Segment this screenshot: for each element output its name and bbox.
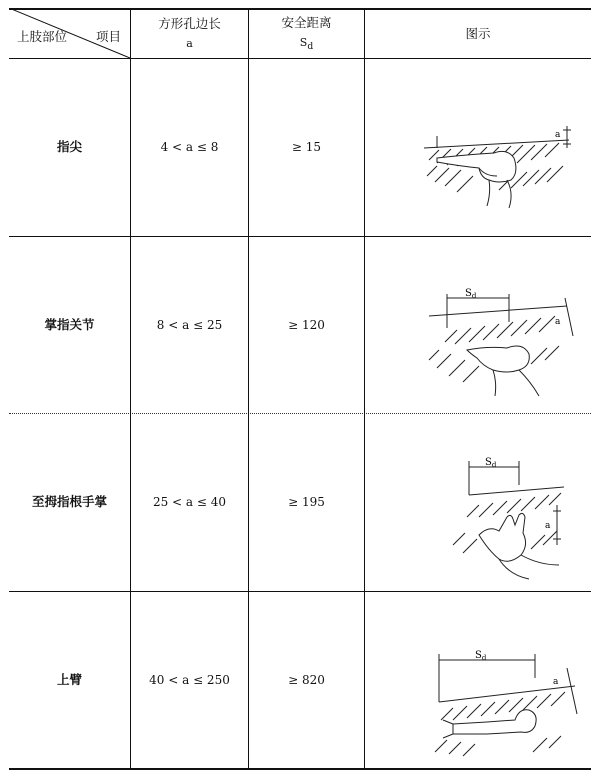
row-3-figure-dim-sd <box>485 457 497 469</box>
header-corner-cell <box>9 8 130 58</box>
row-2-limb-part: 掌指关节 <box>44 316 95 332</box>
row-2-side-range: 8 < a ≤ 25 <box>156 317 223 332</box>
header-safety-distance-symbol-subscript: d <box>307 40 314 52</box>
header-figure <box>365 10 591 58</box>
row-1-limb-part: 指尖 <box>56 139 82 155</box>
row-4-figure-dim-sd-subscript: d <box>481 654 487 662</box>
row-1-safety-distance: ≥ 15 <box>291 140 322 155</box>
header-side-length <box>131 10 248 58</box>
row-2-safety-distance: ≥ 120 <box>288 317 325 332</box>
row-2-figure-dim-sd-subscript: d <box>471 292 477 300</box>
row-1-figure-fingertip <box>419 118 579 218</box>
row-4-safety-distance: ≥ 820 <box>288 672 325 687</box>
row-2-figure-knuckle <box>427 288 577 403</box>
header-safety-distance-symbol-base: S <box>299 35 308 49</box>
header-safety-distance-label: 安全距离 <box>281 14 332 30</box>
row-3-figure-dim-a: a <box>545 521 551 531</box>
row-4-figure-dim-sd-base: S <box>475 650 482 661</box>
row-3-safety-distance: ≥ 195 <box>288 495 325 510</box>
row-1-figure-dim-a: a <box>555 130 561 140</box>
row-4-limb-part: 上臂 <box>56 671 82 687</box>
row-3-figure-palm <box>449 455 574 585</box>
header-side-length-symbol: a <box>186 37 193 51</box>
header-corner-right: 项目 <box>96 29 122 44</box>
header-side-length-label: 方形孔边长 <box>158 16 221 32</box>
row-4-figure-dim-a: a <box>553 677 559 687</box>
row-4-side-range: 40 < a ≤ 250 <box>149 672 230 687</box>
header-safety-distance-symbol <box>300 36 313 54</box>
row-1-side-range: 4 < a ≤ 8 <box>160 140 219 155</box>
row-3-limb-part: 至拇指根手掌 <box>31 494 107 510</box>
row-2-figure-dim-sd-base: S <box>465 288 472 299</box>
table-bottom-rule <box>9 768 591 770</box>
row-2-figure-dim-sd <box>465 288 477 300</box>
row-4-figure-dim-sd <box>475 650 487 662</box>
header-safety-distance <box>249 10 364 58</box>
header-figure-label: 图示 <box>465 25 491 41</box>
row-3-figure-dim-sd-base: S <box>485 457 492 468</box>
row-2-figure-dim-a: a <box>555 317 561 327</box>
header-corner-left: 上肢部位 <box>17 29 68 44</box>
row-3-side-range: 25 < a ≤ 40 <box>152 495 227 510</box>
safety-distance-table <box>9 8 591 770</box>
column-divider <box>364 8 365 770</box>
row-4-figure-upper-arm <box>427 638 582 763</box>
row-3-figure-dim-sd-subscript: d <box>491 461 497 469</box>
